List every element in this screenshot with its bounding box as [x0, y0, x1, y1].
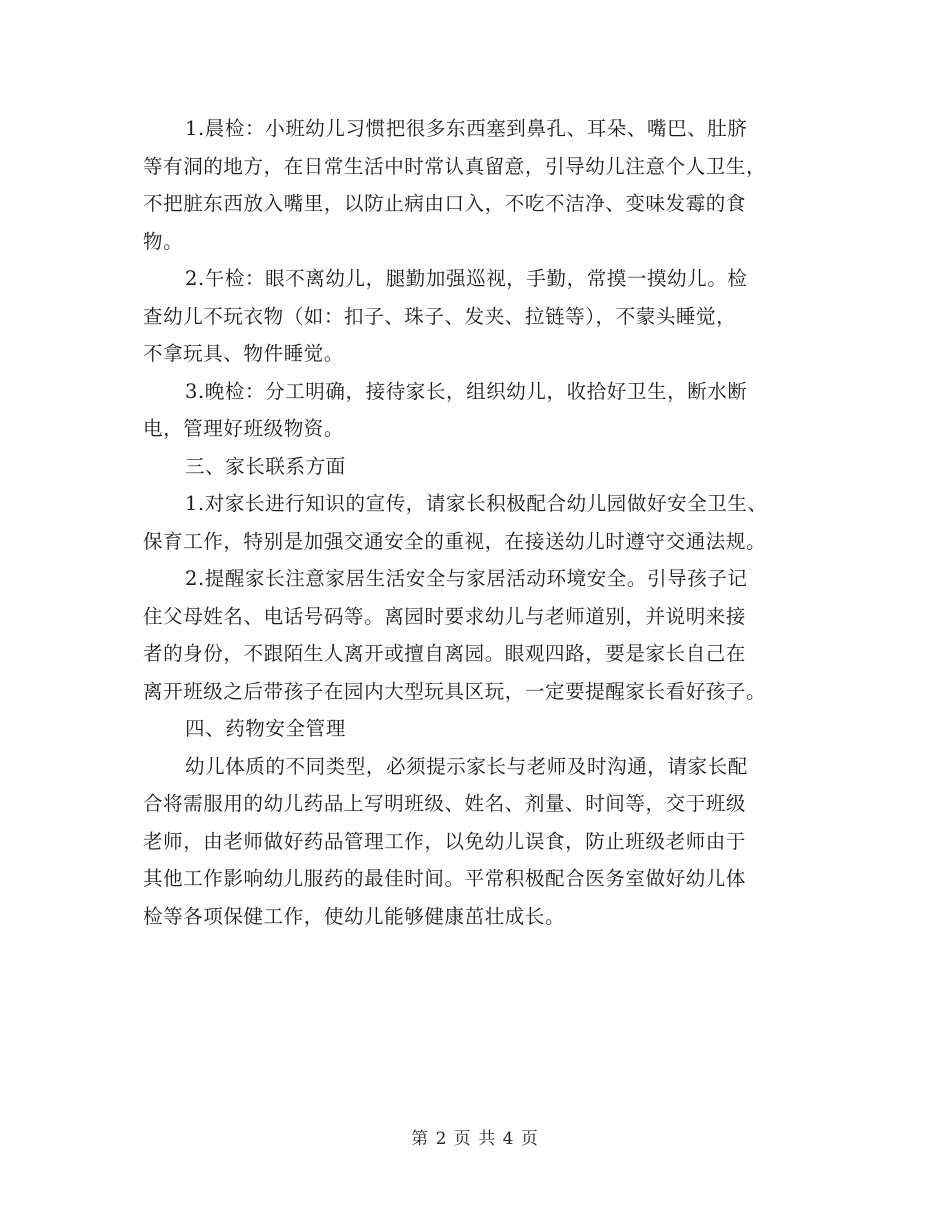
paragraph-morning-check — [143, 110, 808, 260]
text-line: 3.晚检：分工明确，接待家长，组织幼儿，收拾好卫生，断水断 — [185, 379, 748, 403]
paragraph-parents-2 — [143, 560, 808, 710]
section-heading: 四、药物安全管理 — [185, 717, 346, 740]
text-line: 1.晨检：小班幼儿习惯把很多东西塞到鼻孔、耳朵、嘴巴、肚脐 — [185, 117, 748, 140]
paragraph-noon-check — [143, 260, 808, 373]
section-heading-medicine — [143, 710, 808, 748]
text-line: 等有洞的地方，在日常生活中时常认真留意，引导幼儿注意个人卫生， — [143, 154, 767, 178]
text-line: 2.提醒家长注意家居生活安全与家居活动环境安全。引导孩子记 — [185, 567, 748, 590]
section-heading-parents — [143, 448, 808, 486]
text-line: 保育工作，特别是加强交通安全的重视，在接送幼儿时遵守交通法规。 — [143, 529, 767, 553]
document-body — [143, 110, 808, 935]
paragraph-parents-1 — [143, 485, 808, 560]
paragraph-evening-check — [143, 373, 808, 448]
text-line: 检等各项保健工作，使幼儿能够健康茁壮成长。 — [143, 904, 566, 928]
text-line: 者的身份，不跟陌生人离开或擅自离园。眼观四路，要是家长自己在 — [143, 642, 747, 665]
text-line: 离开班级之后带孩子在园内大型玩具区玩，一定要提醒家长看好孩子。 — [143, 679, 767, 703]
page-number-footer: 第 2 页 共 4 页 — [411, 1129, 539, 1149]
text-line: 合将需服用的幼儿药品上写明班级、姓名、剂量、时间等，交于班级 — [143, 792, 747, 815]
section-heading: 三、家长联系方面 — [185, 454, 346, 478]
text-line: 1.对家长进行知识的宣传，请家长积极配合幼儿园做好安全卫生、 — [185, 492, 768, 515]
text-line: 住父母姓名、电话号码等。离园时要求幼儿与老师道别，并说明来接 — [143, 604, 747, 628]
text-line: 其他工作影响幼儿服药的最佳时间。平常积极配合医务室做好幼儿体 — [143, 867, 747, 890]
text-line: 电，管理好班级物资。 — [143, 417, 345, 440]
text-line: 老师，由老师做好药品管理工作，以免幼儿误食，防止班级老师由于 — [143, 829, 747, 853]
text-line: 不拿玩具、物件睡觉。 — [143, 342, 345, 365]
text-line: 不把脏东西放入嘴里，以防止病由口入，不吃不洁净、变味发霉的食 — [143, 192, 747, 215]
text-line: 查幼儿不玩衣物（如：扣子、珠子、发夹、拉链等），不蒙头睡觉， — [143, 304, 737, 328]
text-line: 2.午检：眼不离幼儿，腿勤加强巡视，手勤，常摸一摸幼儿。检 — [185, 267, 748, 290]
paragraph-medicine-body — [143, 748, 808, 936]
text-line: 物。 — [143, 229, 184, 253]
text-line: 幼儿体质的不同类型，必须提示家长与老师及时沟通，请家长配 — [185, 754, 748, 778]
